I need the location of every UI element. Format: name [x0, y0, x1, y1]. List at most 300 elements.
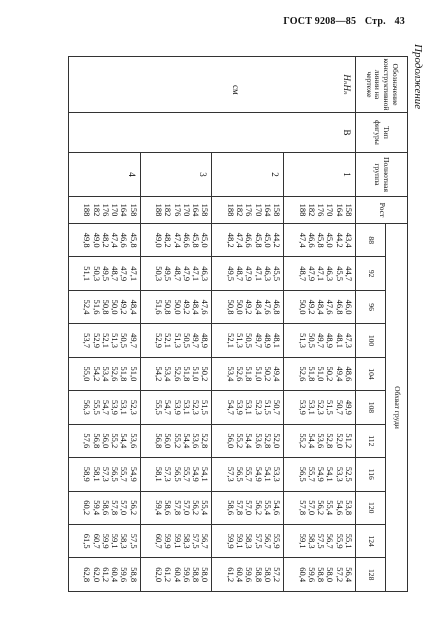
measurement-value: 48,7: [110, 266, 121, 282]
value-cell: [284, 491, 356, 524]
measurement-value: 52,0: [272, 433, 283, 449]
measurement-value: 45,5: [272, 266, 283, 282]
measurement-value: 52,1: [163, 333, 174, 348]
value-cell: [140, 424, 212, 457]
measurement-value: 55,2: [235, 433, 246, 449]
measurement-value: 51,3: [297, 333, 308, 348]
measurement-value: 52,6: [110, 366, 121, 382]
measurement-value: 49,7: [253, 333, 264, 348]
measurement-value: 45,8: [253, 232, 264, 248]
measurement-value: 44,2: [272, 232, 283, 248]
measurement-value: 51,6: [154, 299, 165, 315]
measurement-value: 58,3: [181, 533, 192, 549]
measurement-value: 50,5: [181, 333, 192, 348]
value-cell: [212, 424, 284, 457]
value-cell: [212, 257, 284, 290]
measurement-value: 56,5: [235, 466, 246, 482]
measurement-value: 49,0: [91, 232, 102, 248]
measurement-value: 49,5: [225, 266, 236, 282]
measurement-value: 55,7: [119, 466, 130, 482]
value-cell: [212, 391, 284, 424]
measurement-value: 55,5: [91, 399, 102, 415]
measurement-value: 58,3: [244, 533, 255, 549]
measurement-value: 48,7: [297, 266, 308, 282]
value-cell: [69, 290, 141, 323]
measurement-value: 58,3: [119, 533, 130, 549]
bust-value-header: 124: [356, 524, 386, 557]
measurement-value: 52,0: [334, 433, 345, 449]
measurement-value: 52,3: [316, 399, 327, 415]
value-cell: [69, 257, 141, 290]
continuation-label: Продолжение: [412, 44, 424, 110]
value-cell: [284, 257, 356, 290]
measurement-value: 50,2: [200, 366, 211, 382]
measurement-value: 58,8: [128, 567, 139, 583]
page-label: Стр.: [364, 16, 386, 27]
measurement-value: 52,8: [262, 433, 273, 449]
measurement-value: 55,2: [297, 433, 308, 449]
height-value: 164: [262, 203, 273, 217]
measurement-value: 61,5: [82, 533, 93, 549]
measurement-value: 55,5: [154, 399, 165, 415]
measurement-value: 62,0: [91, 567, 102, 583]
measurement-value: 51,2: [344, 433, 354, 449]
value-cell: [69, 424, 141, 457]
measurement-value: 59,6: [119, 567, 130, 583]
measurement-value: 53,6: [253, 433, 264, 449]
measurement-value: 56,0: [225, 433, 236, 449]
measurement-value: 57,3: [163, 466, 174, 482]
value-cell: [69, 524, 141, 557]
measurement-value: 56,5: [297, 466, 308, 482]
measurement-value: 47,1: [316, 266, 327, 282]
measurement-value: 49,2: [306, 299, 317, 315]
measurement-value: 62,8: [82, 567, 93, 583]
value-cell: [212, 290, 284, 323]
value-cell: [69, 391, 141, 424]
measurement-value: 46,3: [262, 266, 273, 282]
measurement-value: 55,4: [262, 500, 273, 516]
measurement-value: 48,2: [225, 232, 236, 248]
measurement-value: 54,1: [262, 466, 273, 482]
measurement-value: 50,8: [100, 299, 111, 315]
measurement-value: 48,1: [272, 333, 283, 348]
measurement-value: 58,8: [316, 567, 327, 583]
bust-value-header: 104: [356, 357, 386, 390]
measurement-value: 47,4: [172, 232, 183, 248]
measurement-value: 47,1: [191, 266, 202, 282]
measurement-value: 53,8: [344, 500, 354, 516]
measurement-value: 58,6: [225, 500, 236, 516]
fullness-cell: 3: [140, 153, 212, 197]
value-cell: [69, 458, 141, 491]
measurement-value: 47,9: [244, 266, 255, 282]
measurement-value: 59,6: [181, 567, 192, 583]
measurement-value: 48,4: [316, 299, 327, 315]
measurement-value: 49,2: [244, 299, 255, 315]
value-cell: [140, 224, 212, 257]
measurement-value: 47,6: [200, 299, 211, 315]
measurement-value: 58,8: [253, 567, 264, 583]
measurement-value: 52,6: [235, 366, 246, 382]
measurement-value: 52,6: [297, 366, 308, 382]
measurement-value: 51,8: [119, 366, 130, 382]
measurement-value: 56,3: [82, 399, 93, 415]
measurement-value: 52,1: [100, 333, 111, 348]
page-number: 43: [394, 16, 405, 27]
bust-value-header: 100: [356, 324, 386, 357]
measurement-value: 47,1: [128, 266, 139, 282]
value-cell: [212, 324, 284, 357]
measurement-value: 56,0: [100, 433, 111, 449]
page-header: [277, 16, 405, 27]
measurement-value: 50,0: [172, 299, 183, 315]
measurement-value: 48,4: [191, 299, 202, 315]
value-cell: [69, 224, 141, 257]
measurement-value: 55,7: [306, 466, 317, 482]
measurement-value: 51,5: [325, 399, 336, 415]
measurement-value: 59,6: [244, 567, 255, 583]
measurement-value: 61,2: [100, 567, 111, 583]
measurement-value: 59,9: [225, 533, 236, 549]
measurement-value: 47,3: [344, 333, 354, 348]
measurement-value: 62,0: [154, 567, 165, 583]
measurement-value: 56,0: [163, 433, 174, 449]
measurement-value: 51,0: [191, 366, 202, 382]
measurement-value: 57,5: [253, 533, 264, 549]
measurement-value: 57,8: [110, 500, 121, 516]
measurement-value: 58,1: [91, 466, 102, 482]
measurement-value: 56,2: [191, 500, 202, 516]
height-value: 176: [316, 203, 327, 217]
measurement-value: 53,1: [244, 399, 255, 415]
measurement-value: 58,1: [154, 466, 165, 482]
measurement-value: 48,6: [344, 366, 354, 382]
value-cell: [69, 558, 141, 592]
measurement-value: 53,3: [272, 466, 283, 482]
measurement-value: 58,0: [200, 567, 211, 583]
measurement-value: 59,1: [172, 533, 183, 549]
measurement-value: 51,8: [306, 366, 317, 382]
measurement-value: 46,8: [334, 299, 345, 315]
measurement-value: 53,9: [297, 399, 308, 415]
measurement-value: 55,4: [200, 500, 211, 516]
value-cell: [212, 558, 284, 592]
value-cell: [284, 391, 356, 424]
measurement-value: 49,7: [191, 333, 202, 348]
measurement-value: 56,2: [128, 500, 139, 516]
measurement-value: 54,7: [225, 399, 236, 415]
measurement-value: 49,2: [181, 299, 192, 315]
measurement-value: 48,9: [325, 333, 336, 348]
height-cell: [140, 197, 212, 224]
measurement-value: 54,7: [163, 399, 174, 415]
measurement-value: 57,5: [191, 533, 202, 549]
measurement-value: 56,8: [91, 433, 102, 449]
measurement-value: 59,4: [91, 500, 102, 516]
measurement-value: 53,4: [100, 366, 111, 382]
measurement-value: 48,7: [172, 266, 183, 282]
measurement-value: 54,1: [200, 466, 211, 482]
measurement-value: 52,5: [344, 466, 354, 482]
measurement-value: 56,5: [172, 466, 183, 482]
table-row: [284, 57, 356, 592]
measurement-value: 49,7: [316, 333, 327, 348]
measurement-value: 46,6: [244, 232, 255, 248]
bust-value-header: 112: [356, 424, 386, 457]
value-cell: [140, 391, 212, 424]
height-cell: [212, 197, 284, 224]
measurement-value: 51,3: [235, 333, 246, 348]
value-cell: [140, 357, 212, 390]
col-header-height: Рост: [356, 197, 408, 224]
measurement-value: 47,1: [253, 266, 264, 282]
measurement-value: 57,8: [235, 500, 246, 516]
measurement-value: 56,2: [316, 500, 327, 516]
measurement-value: 51,3: [110, 333, 121, 348]
measurement-value: 57,8: [172, 500, 183, 516]
measurement-value: 58,0: [325, 567, 336, 583]
height-value: 158: [200, 203, 211, 217]
measurement-value: 59,4: [154, 500, 165, 516]
measurement-value: 53,7: [82, 333, 93, 348]
height-value: 164: [191, 203, 202, 217]
fullness-cell: 2: [212, 153, 284, 197]
measurement-value: 60,4: [172, 567, 183, 583]
measurement-value: 52,4: [82, 299, 93, 315]
measurement-value: 47,9: [119, 266, 130, 282]
measurement-value: 45,8: [128, 232, 139, 248]
measurement-value: 53,4: [163, 366, 174, 382]
measurement-value: 55,2: [110, 433, 121, 449]
measurement-value: 54,9: [128, 466, 139, 482]
measurement-value: 46,8: [272, 299, 283, 315]
measurement-value: 59,9: [163, 533, 174, 549]
measurement-value: 54,9: [316, 466, 327, 482]
height-value: 158: [128, 203, 139, 217]
height-value: 164: [119, 203, 130, 217]
value-cell: [284, 324, 356, 357]
height-value: 188: [82, 203, 93, 217]
height-value: 176: [172, 203, 183, 217]
height-value: 182: [306, 203, 317, 217]
value-cell: [284, 290, 356, 323]
measurement-value: 54,4: [244, 433, 255, 449]
standard-number: ГОСТ 9208—85: [283, 16, 357, 27]
bust-value-header: 116: [356, 458, 386, 491]
measurement-value: 53,1: [181, 399, 192, 415]
measurement-value: 53,6: [191, 433, 202, 449]
measurement-value: 48,4: [253, 299, 264, 315]
value-cell: [69, 324, 141, 357]
col-header-bust: Обхват груди: [386, 224, 408, 592]
measurement-value: 45,0: [200, 232, 211, 248]
value-cell: [140, 458, 212, 491]
measurement-value: 57,6: [82, 433, 93, 449]
measurement-value: 52,9: [91, 333, 102, 348]
measurement-value: 46,6: [306, 232, 317, 248]
measurement-value: 60,4: [235, 567, 246, 583]
measurement-value: 54,4: [119, 433, 130, 449]
table-body: [69, 57, 356, 592]
value-cell: [212, 524, 284, 557]
height-value: 182: [163, 203, 174, 217]
measurement-value: 48,4: [128, 299, 139, 315]
measurement-value: 50,5: [306, 333, 317, 348]
measurement-value: 57,5: [128, 533, 139, 549]
measurement-value: 51,5: [262, 399, 273, 415]
bust-value-header: 88: [356, 224, 386, 257]
measurement-value: 60,4: [297, 567, 308, 583]
measurement-value: 53,1: [306, 399, 317, 415]
measurement-value: 58,9: [82, 466, 93, 482]
height-value: 170: [325, 203, 336, 217]
measurement-value: 49,5: [100, 266, 111, 282]
measurement-value: 50,5: [244, 333, 255, 348]
measurement-value: 53,9: [172, 399, 183, 415]
bust-value-header: 96: [356, 290, 386, 323]
rotated-table-container: [68, 56, 408, 591]
height-value: 158: [272, 203, 283, 217]
height-value: 170: [181, 203, 192, 217]
fullness-cell: 1: [284, 153, 356, 197]
measurement-value: 54,2: [154, 366, 165, 382]
measurement-value: 60,7: [154, 533, 165, 549]
measurement-value: 57,2: [272, 567, 283, 583]
measurement-value: 50,5: [119, 333, 130, 348]
measurement-value: 48,2: [100, 232, 111, 248]
measurement-value: 50,7: [334, 399, 345, 415]
bust-value-header: 108: [356, 391, 386, 424]
bust-value-header: 120: [356, 491, 386, 524]
measurement-value: 53,6: [128, 433, 139, 449]
measurement-value: 59,1: [297, 533, 308, 549]
value-cell: [140, 491, 212, 524]
measurement-value: 51,5: [200, 399, 211, 415]
measurement-value: 57,0: [119, 500, 130, 516]
measurement-value: 47,4: [110, 232, 121, 248]
measurement-value: 49,7: [128, 333, 139, 348]
measurement-value: 53,9: [235, 399, 246, 415]
measurement-value: 47,6: [325, 299, 336, 315]
measurement-value: 56,7: [325, 533, 336, 549]
measurement-value: 59,1: [110, 533, 121, 549]
measurement-value: 50,8: [163, 299, 174, 315]
measurement-value: 50,0: [297, 299, 308, 315]
measurement-value: 55,4: [325, 500, 336, 516]
measurement-value: 52,3: [128, 399, 139, 415]
measurement-value: 57,2: [334, 567, 345, 583]
height-value: 188: [225, 203, 236, 217]
measurement-value: 58,8: [191, 567, 202, 583]
value-cell: [140, 324, 212, 357]
measurement-value: 55,0: [82, 366, 93, 382]
measurement-value: 57,0: [244, 500, 255, 516]
measurement-value: 53,6: [316, 433, 327, 449]
measurement-value: 61,2: [163, 567, 174, 583]
bust-value-header: 128: [356, 558, 386, 592]
height-value: 188: [297, 203, 308, 217]
fullness-cell: 4: [69, 153, 141, 197]
measurement-value: 54,7: [100, 399, 111, 415]
measurement-value: 46,3: [325, 266, 336, 282]
col-header-type: Тип фигуры: [356, 113, 408, 153]
measurement-value: 61,2: [225, 567, 236, 583]
measurement-value: 59,1: [235, 533, 246, 549]
measurement-value: 47,4: [235, 232, 246, 248]
value-cell: [69, 491, 141, 524]
measurement-value: 55,2: [172, 433, 183, 449]
measurement-value: 49,0: [154, 232, 165, 248]
measurement-value: 58,0: [262, 567, 273, 583]
measurement-value: 56,7: [262, 533, 273, 549]
measurement-value: 43,4: [344, 232, 354, 248]
measurement-value: 52,8: [200, 433, 211, 449]
value-cell: [212, 357, 284, 390]
measurement-value: 46,6: [119, 232, 130, 248]
value-cell: [284, 458, 356, 491]
height-value: 182: [91, 203, 102, 217]
height-value: 176: [244, 203, 255, 217]
measurement-value: 59,6: [306, 567, 317, 583]
measurement-value: 51,6: [91, 299, 102, 315]
measurement-value: 48,1: [334, 333, 345, 348]
measurement-value: 54,9: [191, 466, 202, 482]
measurement-value: 55,9: [334, 533, 345, 549]
measurement-value: 54,6: [272, 500, 283, 516]
value-cell: [284, 224, 356, 257]
measurement-value: 50,3: [154, 266, 165, 282]
measurement-value: 45,8: [191, 232, 202, 248]
value-cell: [212, 491, 284, 524]
height-value: 158: [344, 203, 354, 217]
measurement-value: 47,6: [262, 299, 273, 315]
measurement-value: 44,7: [344, 266, 354, 282]
measurement-value: 52,8: [325, 433, 336, 449]
measurement-value: 49,4: [334, 366, 345, 382]
col-header-fullness: Полнотная группа: [356, 153, 408, 197]
measurement-value: 55,1: [344, 533, 354, 549]
measurement-value: 50,3: [91, 266, 102, 282]
measurement-value: 49,9: [344, 399, 354, 415]
measurement-value: 44,2: [334, 232, 345, 248]
measurement-value: 51,0: [128, 366, 139, 382]
measurement-value: 60,4: [110, 567, 121, 583]
measurement-value: 57,5: [316, 533, 327, 549]
measurement-value: 56,8: [154, 433, 165, 449]
measurement-value: 48,9: [262, 333, 273, 348]
measurement-value: 49,5: [163, 266, 174, 282]
measurement-value: 52,1: [225, 333, 236, 348]
measurement-value: 56,2: [253, 500, 264, 516]
unit-label: см: [231, 85, 241, 95]
measurement-value: 56,5: [110, 466, 121, 482]
measurement-value: 57,0: [306, 500, 317, 516]
measurement-value: 46,3: [200, 266, 211, 282]
height-value: 170: [253, 203, 264, 217]
measurement-value: 47,4: [297, 232, 308, 248]
measurement-table: [68, 56, 408, 592]
measurement-value: 57,0: [181, 500, 192, 516]
type-cell: В: [69, 113, 356, 153]
measurement-value: 53,4: [225, 366, 236, 382]
measurement-value: 47,9: [306, 266, 317, 282]
measurement-value: 54,6: [334, 500, 345, 516]
measurement-value: 55,9: [272, 533, 283, 549]
measurement-value: 58,6: [100, 500, 111, 516]
measurement-value: 51,1: [82, 266, 93, 282]
measurement-value: 60,2: [82, 500, 93, 516]
